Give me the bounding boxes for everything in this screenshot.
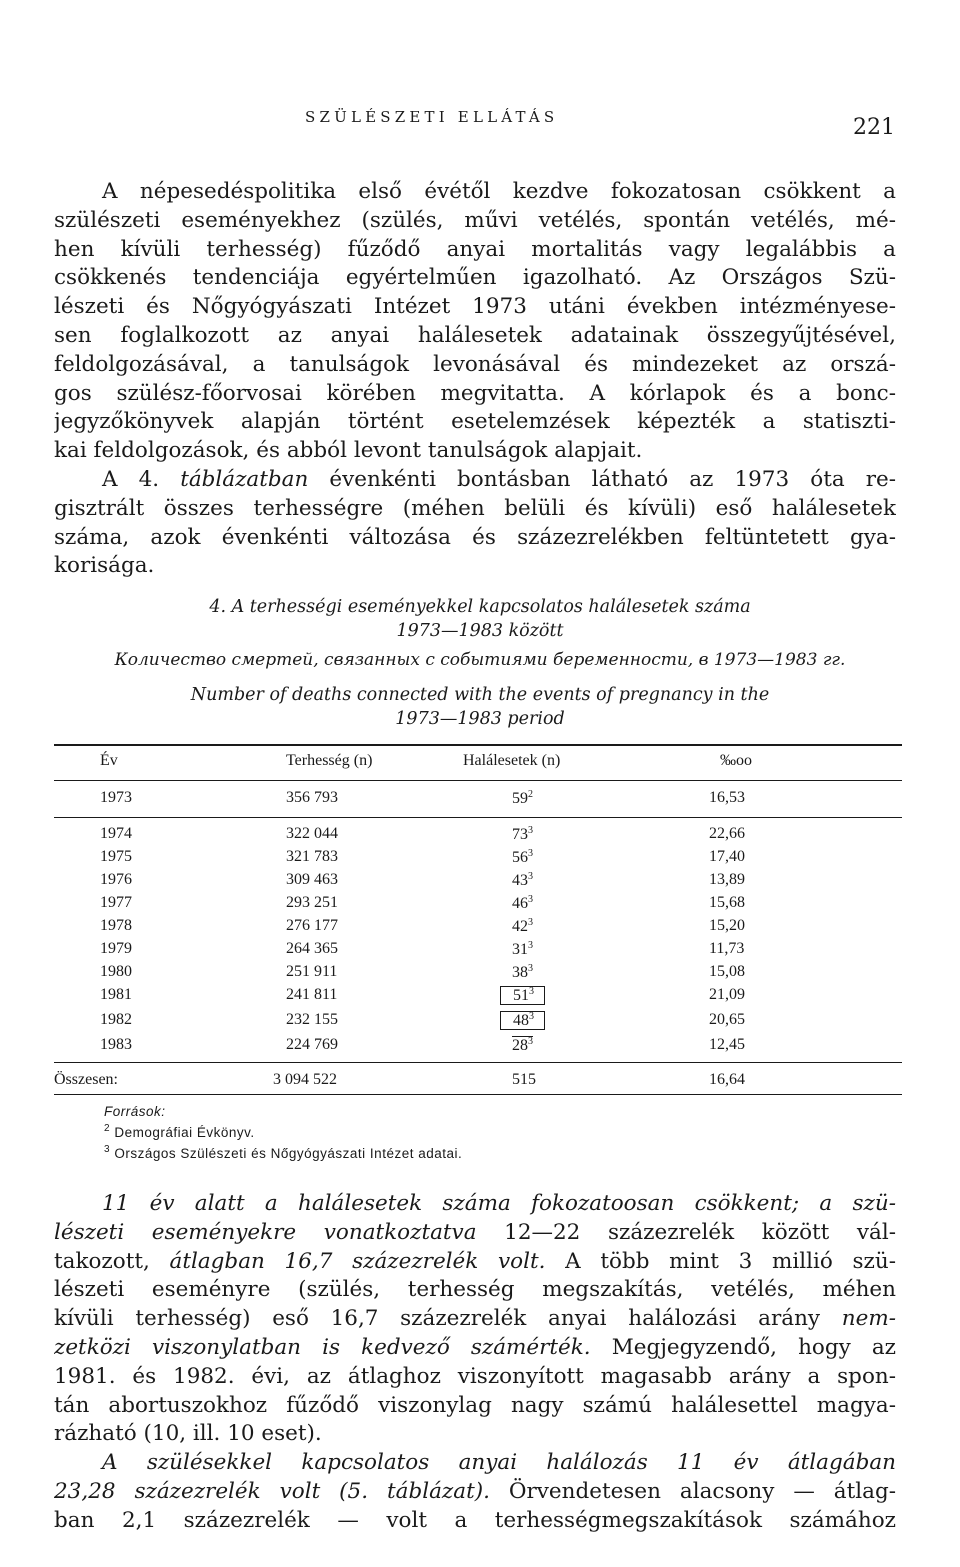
cell-deaths-boxed — [500, 986, 545, 1005]
cell-year: 1975 — [100, 848, 132, 865]
column-header-rate: ‰oo — [720, 752, 752, 769]
table-caption-hungarian — [0, 595, 960, 643]
cell-pregnancies: 224 769 — [286, 1036, 338, 1053]
cell-year: 1973 — [100, 789, 132, 806]
text-fragment: átlagban 16,7 százezrelék volt. — [169, 1248, 546, 1274]
cell-deaths — [512, 894, 533, 913]
highlight-box — [500, 1011, 545, 1030]
cell-deaths — [512, 871, 533, 890]
cell-pregnancies: 264 365 — [286, 940, 338, 957]
deaths-value: 59 — [512, 790, 528, 807]
footnote-ref: 3 — [529, 986, 534, 997]
table-caption-russian: Количество смертей, связанных с событиями беременности, в 1973—1983 гг. — [114, 650, 846, 670]
total-rule — [54, 1062, 902, 1063]
sources-title: Források: — [104, 1104, 166, 1119]
cell-deaths — [512, 848, 533, 867]
deaths-value: 43 — [512, 872, 528, 889]
cell-year: 1980 — [100, 963, 132, 980]
overline-value — [512, 1036, 533, 1054]
cell-pregnancies: 322 044 — [286, 825, 338, 842]
table-row — [54, 1011, 902, 1033]
table-intro-paragraph — [54, 466, 896, 581]
cell-rate: 22,66 — [709, 825, 745, 842]
text-line — [54, 1305, 896, 1334]
cell-rate: 21,09 — [709, 986, 745, 1003]
cell-pregnancies: 309 463 — [286, 871, 338, 888]
intro-paragraph — [54, 178, 896, 466]
text-fragment: kívüli terhesség) eső 16,7 százezrelék anyai halálozási arány — [54, 1306, 842, 1332]
cell-pregnancies: 356 793 — [286, 789, 338, 806]
text-line: A népesedéspolitika első évétől kezdve fokozatosan csökkent a — [102, 179, 896, 204]
deaths-value: 51 — [513, 987, 529, 1004]
header-rule — [54, 780, 902, 781]
column-header-deaths: Halálesetek (n) — [463, 752, 561, 769]
total-rate: 16,64 — [709, 1071, 745, 1088]
footnote-ref: 3 — [528, 894, 533, 905]
cell-year: 1974 — [100, 825, 132, 842]
table-caption-english — [0, 683, 960, 731]
text-line: jegyzőkönyvek alapján történt esetelemzések képezték a statiszti- — [54, 409, 896, 435]
cell-year: 1983 — [100, 1036, 132, 1053]
conclusion-paragraph — [54, 1190, 896, 1536]
text-line: gos szülész-főorvosai körében megvitatta. A kórlapok és a bonc- — [54, 380, 896, 406]
text-fragment: Megjegyzendő, hogy az — [590, 1334, 896, 1360]
highlight-box — [500, 986, 545, 1005]
cell-rate: 11,73 — [709, 940, 745, 957]
cell-pregnancies: 251 911 — [286, 963, 338, 980]
table-row — [54, 894, 902, 916]
deaths-value: 73 — [512, 826, 528, 843]
footnote-ref: 3 — [528, 963, 533, 974]
table-row — [54, 871, 902, 893]
cell-rate: 13,89 — [709, 871, 745, 888]
table-sources — [104, 1103, 462, 1162]
cell-deaths — [512, 1036, 533, 1055]
source-item — [104, 1120, 462, 1141]
footnote-ref: 3 — [528, 871, 533, 882]
cell-year: 1976 — [100, 871, 132, 888]
footnote-ref: 2 — [528, 789, 533, 800]
cell-pregnancies: 276 177 — [286, 917, 338, 934]
first-row-rule — [54, 817, 902, 818]
cell-deaths — [512, 917, 533, 936]
cell-year: 1981 — [100, 986, 132, 1003]
column-header-pregnancies: Terhesség (n) — [286, 752, 373, 769]
text-line: A szülésekkel kapcsolatos anyai halálozás 11 év átlagában — [102, 1450, 896, 1476]
caption-line: Number of deaths connected with the events of pregnancy in the — [190, 685, 770, 705]
cell-rate: 20,65 — [709, 1011, 745, 1028]
table-row — [54, 1036, 902, 1058]
cell-rate: 15,08 — [709, 963, 745, 980]
text-line: lészeti eseményre (szülés, terhesség megszakítás, vetélés, méhen — [54, 1277, 896, 1303]
text-line: hen kívüli terhesség) fűződő anyai mortalitás vagy legalábbis a — [54, 236, 896, 262]
footnote-ref: 3 — [529, 1011, 534, 1022]
cell-rate: 15,68 — [709, 894, 745, 911]
footnote-number: 2 — [104, 1123, 111, 1134]
text-line — [54, 1248, 896, 1277]
table-total-row — [54, 1071, 902, 1093]
text-fragment: zetközi viszonylatban is kedvező számérték. — [54, 1334, 591, 1360]
footnote-ref: 3 — [528, 848, 533, 859]
deaths-value: 31 — [512, 941, 528, 958]
text-fragment: lészeti eseményekre vonatkoztatva — [54, 1219, 477, 1245]
deaths-value: 46 — [512, 895, 528, 912]
text-fragment: takozott, — [54, 1248, 170, 1274]
source-text: Országos Szülészeti és Nőgyógyászati Intézet adatai. — [114, 1146, 463, 1161]
cell-deaths — [512, 825, 533, 844]
deaths-value: 28 — [512, 1037, 528, 1054]
text-line — [54, 1219, 896, 1248]
cell-deaths-boxed — [500, 1011, 545, 1030]
cell-rate: 16,53 — [709, 789, 745, 806]
source-text: Demográfiai Évkönyv. — [114, 1125, 255, 1140]
cell-rate: 15,20 — [709, 917, 745, 934]
cell-year: 1978 — [100, 917, 132, 934]
text-line — [54, 1478, 896, 1507]
table-reference: táblázatban — [180, 467, 309, 492]
total-pregnancies: 3 094 522 — [273, 1071, 337, 1088]
text-fragment: A 4. — [102, 467, 181, 492]
text-fragment: nem- — [841, 1306, 896, 1332]
text-line: 1981. és 1982. évi, az átlaghoz viszonyított magasabb arány a spon- — [54, 1363, 896, 1389]
text-line: rázható (10, ill. 10 eset). — [54, 1421, 322, 1447]
caption-line: 1973—1983 period — [395, 709, 565, 729]
footnote-ref: 3 — [528, 1036, 533, 1047]
page-number: 221 — [853, 115, 895, 140]
text-line: szülészeti eseményekhez (szülés, művi vetélés, spontán vetélés, mé- — [54, 207, 896, 233]
cell-deaths — [512, 940, 533, 959]
footnote-number: 3 — [104, 1144, 111, 1155]
cell-year: 1979 — [100, 940, 132, 957]
table-row — [54, 986, 902, 1008]
caption-line: 4. A terhességi eseményekkel kapcsolatos halálesetek száma — [209, 597, 751, 617]
text-line: feldolgozásával, a tanulságok levonásával és mindezeket az orszá- — [54, 351, 896, 377]
cell-rate: 17,40 — [709, 848, 745, 865]
caption-line: 1973—1983 között — [396, 621, 564, 641]
table-row — [54, 825, 902, 847]
cell-deaths — [512, 789, 533, 808]
text-line: lészeti és Nőgyógyászati Intézet 1973 utáni években intézményese- — [54, 294, 896, 320]
text-line: korisága. — [54, 553, 155, 579]
text-fragment: 23,28 százezrelék volt (5. táblázat). — [54, 1478, 490, 1504]
text-line: 11 év alatt a halálesetek száma fokozatoosan csökkent; a szü- — [102, 1191, 896, 1216]
text-fragment: 12—22 százezrelék között vál- — [476, 1219, 896, 1245]
cell-pregnancies: 232 155 — [286, 1011, 338, 1028]
text-line: ban 2,1 százezrelék — volt a terhességmegszakítások számához — [54, 1507, 896, 1533]
deaths-value: 42 — [512, 918, 528, 935]
text-line: kai feldolgozások, és abból levont tanulságok alapjait. — [54, 438, 643, 464]
cell-pregnancies: 321 783 — [286, 848, 338, 865]
deaths-value: 56 — [512, 849, 528, 866]
cell-pregnancies: 241 811 — [286, 986, 338, 1003]
total-deaths: 515 — [512, 1071, 536, 1088]
footnote-ref: 3 — [528, 917, 533, 928]
text-line: gisztrált összes terhességre (méhen belüli és kívüli) eső halálesetek — [54, 495, 896, 521]
table-row — [54, 940, 902, 962]
text-line: száma, azok évenkénti változása és százezrelékben feltüntetett gya- — [54, 524, 896, 550]
text-fragment: A több mint 3 millió szü- — [545, 1248, 896, 1274]
cell-deaths — [512, 963, 533, 982]
deaths-value: 38 — [512, 964, 528, 981]
footnote-ref: 3 — [528, 940, 533, 951]
text-line — [54, 1334, 896, 1363]
text-fragment: évenkénti bontásban látható az 1973 óta re- — [308, 467, 896, 492]
text-fragment: Örvendetesen alacsony — átlag- — [489, 1478, 896, 1504]
table-bottom-rule — [54, 1094, 902, 1095]
text-line: tán abortuszokhoz fűződő viszonylag nagy számú halálesettel magya- — [54, 1392, 896, 1418]
text-line — [54, 466, 896, 495]
deaths-value: 48 — [513, 1012, 529, 1029]
total-label: Összesen: — [54, 1071, 118, 1088]
table-top-rule — [54, 744, 902, 746]
footnote-ref: 3 — [528, 825, 533, 836]
source-item — [104, 1141, 462, 1162]
table-row — [54, 917, 902, 939]
cell-year: 1982 — [100, 1011, 132, 1028]
text-line: csökkenés tendenciája egyértelműen igazolható. Az Országos Szü- — [54, 265, 896, 291]
table-row — [54, 963, 902, 985]
column-header-year: Év — [100, 752, 118, 769]
table-row — [54, 789, 902, 811]
running-title: SZÜLÉSZETI ELLÁTÁS — [305, 108, 559, 126]
cell-pregnancies: 293 251 — [286, 894, 338, 911]
text-line: sen foglalkozott az anyai halálesetek adatainak összegyűjtésével, — [54, 322, 896, 348]
cell-year: 1977 — [100, 894, 132, 911]
table-header-row — [54, 752, 902, 774]
table-row — [54, 848, 902, 870]
cell-rate: 12,45 — [709, 1036, 745, 1053]
